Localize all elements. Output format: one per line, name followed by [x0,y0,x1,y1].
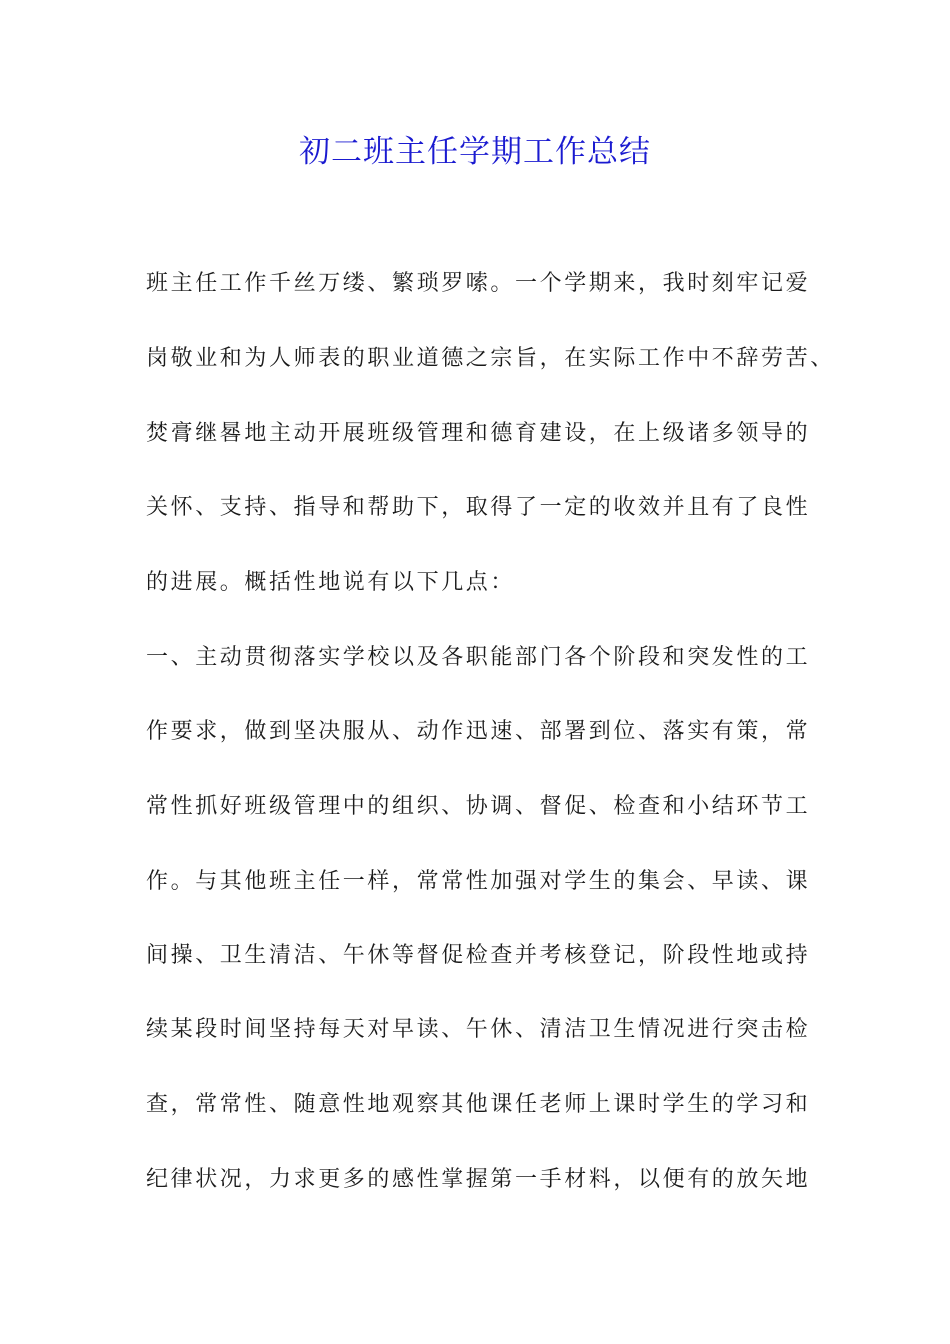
body-line: 的进展。概括性地说有以下几点： [146,570,516,595]
body-line: 作要求，做到坚决服从、动作迅速、部署到位、落实有策，常 [146,719,811,744]
body-line: 关怀、支持、指导和帮助下，取得了一定的收效并且有了良性 [146,495,811,520]
body-line: 一、主动贯彻落实学校以及各职能部门各个阶段和突发性的工 [146,645,811,670]
body-line: 班主任工作千丝万缕、繁琐罗嗦。一个学期来，我时刻牢记爱 [146,271,811,296]
body-line: 间操、卫生清洁、午休等督促检查并考核登记，阶段性地或持 [146,943,811,968]
body-line: 纪律状况，力求更多的感性掌握第一手材料，以便有的放矢地 [146,1167,811,1192]
body-line: 焚膏继晷地主动开展班级管理和德育建设，在上级诸多领导的 [146,421,811,446]
body-line: 岗敬业和为人师表的职业道德之宗旨，在实际工作中不辞劳苦、 [146,346,835,371]
body-line: 续某段时间坚持每天对早读、午休、清洁卫生情况进行突击检 [146,1017,811,1042]
body-line: 作。与其他班主任一样，常常性加强对学生的集会、早读、课 [146,869,811,894]
body-line: 查，常常性、随意性地观察其他课任老师上课时学生的学习和 [146,1092,811,1117]
body-line: 常性抓好班级管理中的组织、协调、督促、检查和小结环节工 [146,794,811,819]
document-title: 初二班主任学期工作总结 [299,134,651,170]
